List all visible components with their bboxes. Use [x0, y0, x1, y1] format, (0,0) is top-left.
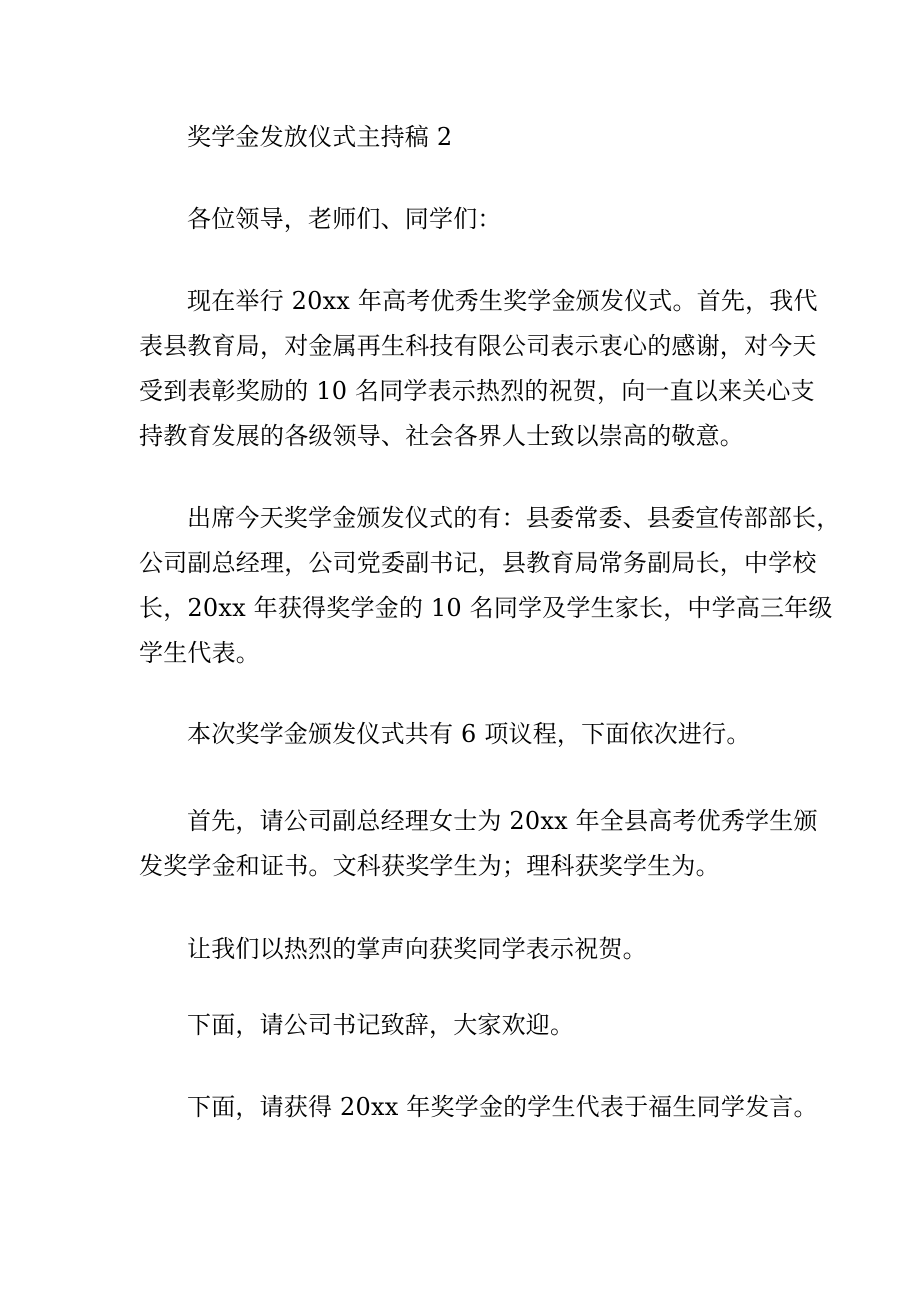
paragraph-1-line-2: 表县教育局，对金属再生科技有限公司表示衷心的感谢，对今天 — [139, 332, 817, 360]
paragraph-2-line-3: 长，20xx 年获得奖学金的 10 名同学及学生家长，中学高三年级 — [139, 594, 833, 622]
paragraph-4-line-1: 首先，请公司副总经理女士为 20xx 年全县高考优秀学生颁 — [187, 807, 818, 835]
paragraph-3-line-1: 本次奖学金颁发仪式共有 6 项议程，下面依次进行。 — [187, 720, 751, 748]
paragraph-2-line-1: 出席今天奖学金颁发仪式的有：县委常委、县委宣传部部长， — [187, 504, 841, 532]
paragraph-1-line-1: 现在举行 20xx 年高考优秀生奖学金颁发仪式。首先，我代 — [187, 287, 818, 315]
paragraph-2-line-4: 学生代表。 — [139, 639, 260, 667]
salutation: 各位领导，老师们、同学们： — [187, 205, 502, 233]
paragraph-2-line-2: 公司副总经理，公司党委副书记，县教育局常务副局长，中学校 — [139, 549, 817, 577]
paragraph-4-line-2: 发奖学金和证书。文科获奖学生为；理科获奖学生为。 — [139, 852, 720, 880]
paragraph-1-line-4: 持教育发展的各级领导、社会各界人士致以崇高的敬意。 — [139, 422, 744, 450]
paragraph-5-line-1: 让我们以热烈的掌声向获奖同学表示祝贺。 — [187, 935, 647, 963]
document-title: 奖学金发放仪式主持稿 2 — [187, 123, 453, 151]
paragraph-7-line-1: 下面，请获得 20xx 年奖学金的学生代表于福生同学发言。 — [187, 1093, 818, 1121]
paragraph-1-line-3: 受到表彰奖励的 10 名同学表示热烈的祝贺，向一直以来关心支 — [139, 377, 815, 405]
paragraph-6-line-1: 下面，请公司书记致辞，大家欢迎。 — [187, 1011, 575, 1039]
